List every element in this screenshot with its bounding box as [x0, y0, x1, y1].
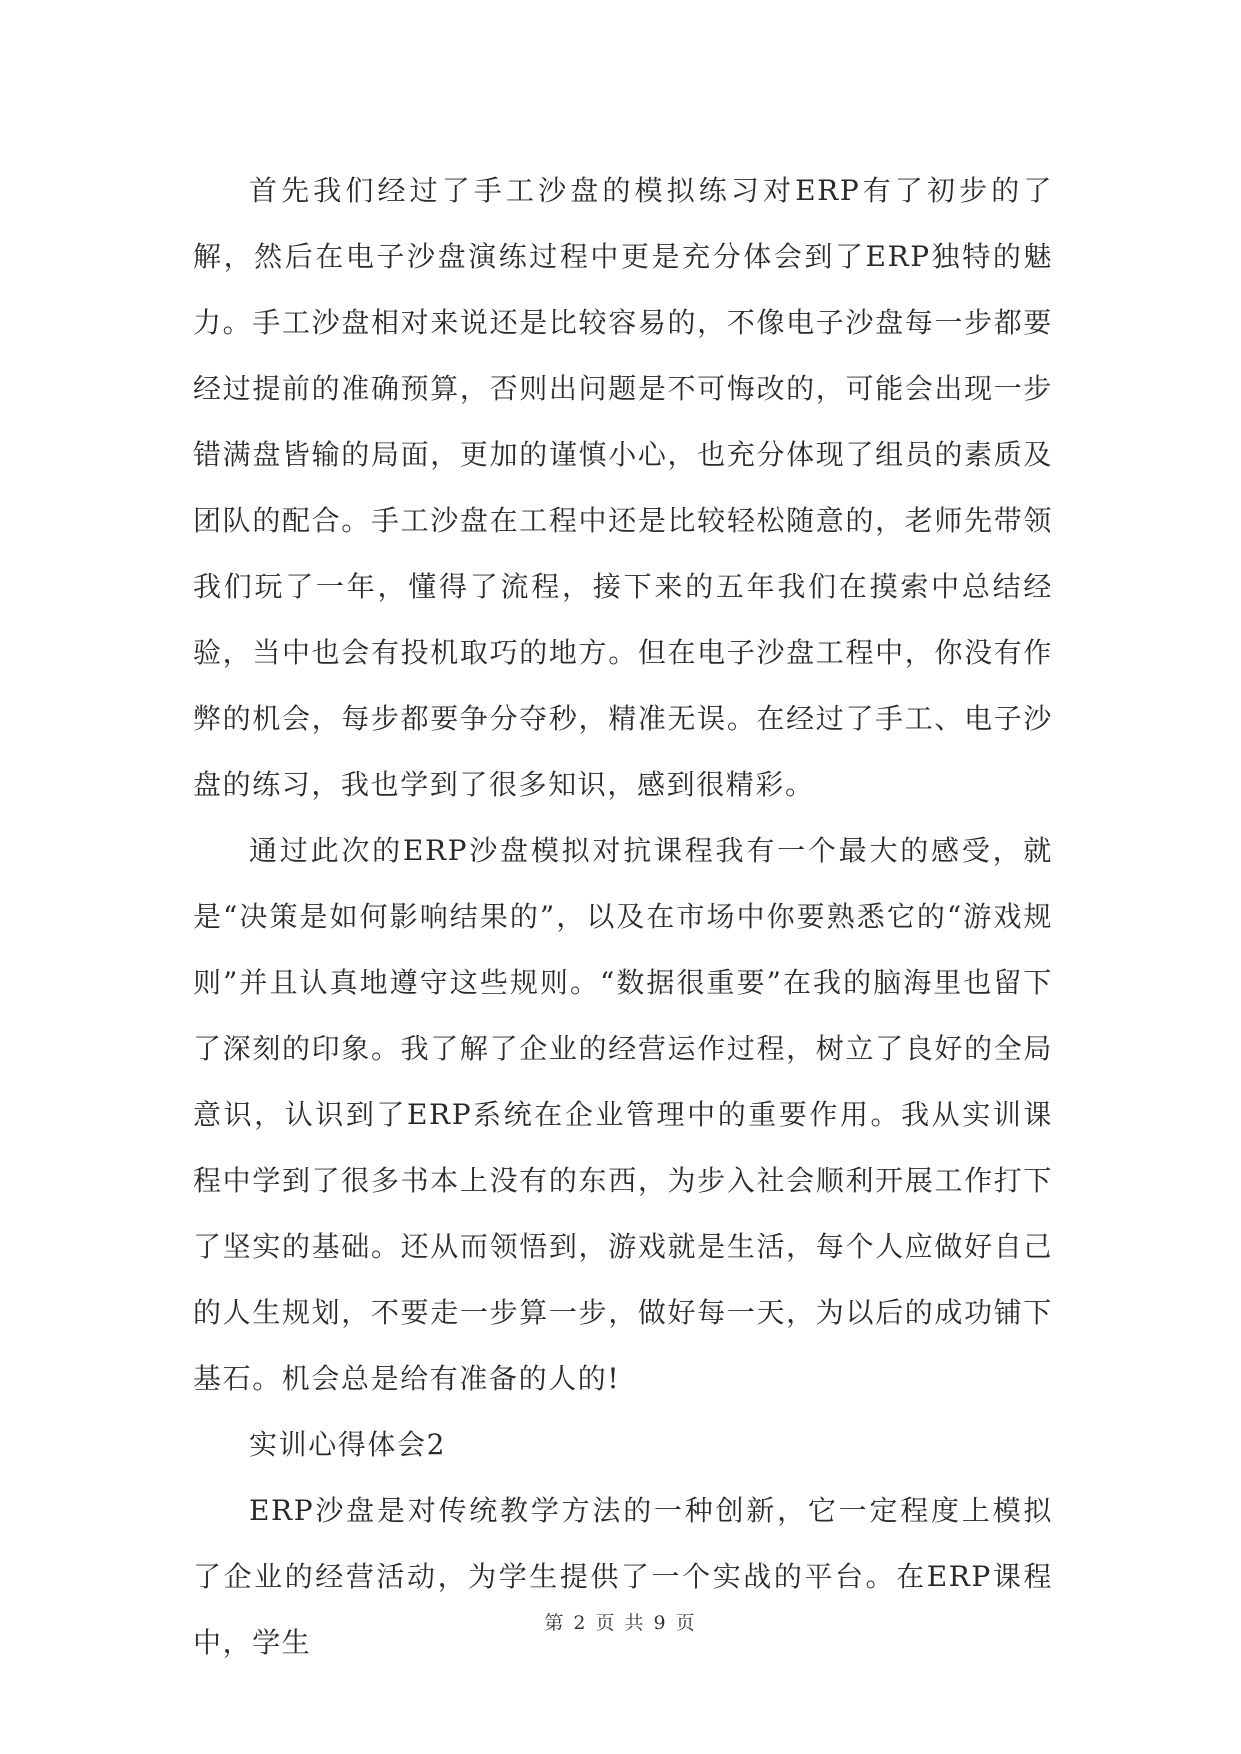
paragraph-1: 首先我们经过了手工沙盘的模拟练习对ERP有了初步的了解，然后在电子沙盘演练过程中更是充分体会到了ERP独特的魅力。手工沙盘相对来说还是比较容易的，不像电子沙盘每一步都要经过提前的准确预算，否则出问题是不可悔改的，可能会出现一步错满盘皆输的局面，更加的谨慎小心，也充分体现了组员的素质及团队的配合。手工沙盘在工程中还是比较轻松随意的，老师先带领我们玩了一年，懂得了流程，接下来的五年我们在摸索中总结经验，当中也会有投机取巧的地方。但在电子沙盘工程中，你没有作弊的机会，每步都要争分夺秒，精准无误。在经过了手工、电子沙盘的练习，我也学到了很多知识，感到很精彩。 [193, 174, 1053, 801]
paragraph-2: 通过此次的ERP沙盘模拟对抗课程我有一个最大的感受，就是“决策是如何影响结果的”，以及在市场中你要熟悉它的“游戏规则”并且认真地遵守这些规则。“数据很重要”在我的脑海里也留下了深刻的印象。我了解了企业的经营运作过程，树立了良好的全局意识，认识到了ERP系统在企业管理中的重要作用。我从实训课程中学到了很多书本上没有的东西，为步入社会顺利开展工作打下了坚实的基础。还从而领悟到，游戏就是生活，每个人应做好自己的人生规划，不要走一步算一步，做好每一天，为以后的成功铺下基石。机会总是给有准备的人的! [193, 834, 1053, 1395]
body-text [193, 158, 1053, 1676]
section-heading: 实训心得体会2 [249, 1428, 447, 1461]
page-footer: 第 2 页 共 9 页 [544, 1612, 697, 1634]
paragraph-3: ERP沙盘是对传统教学方法的一种创新，它一定程度上模拟了企业的经营活动，为学生提供了一个实战的平台。在ERP课程中，学生 [193, 1494, 1053, 1659]
